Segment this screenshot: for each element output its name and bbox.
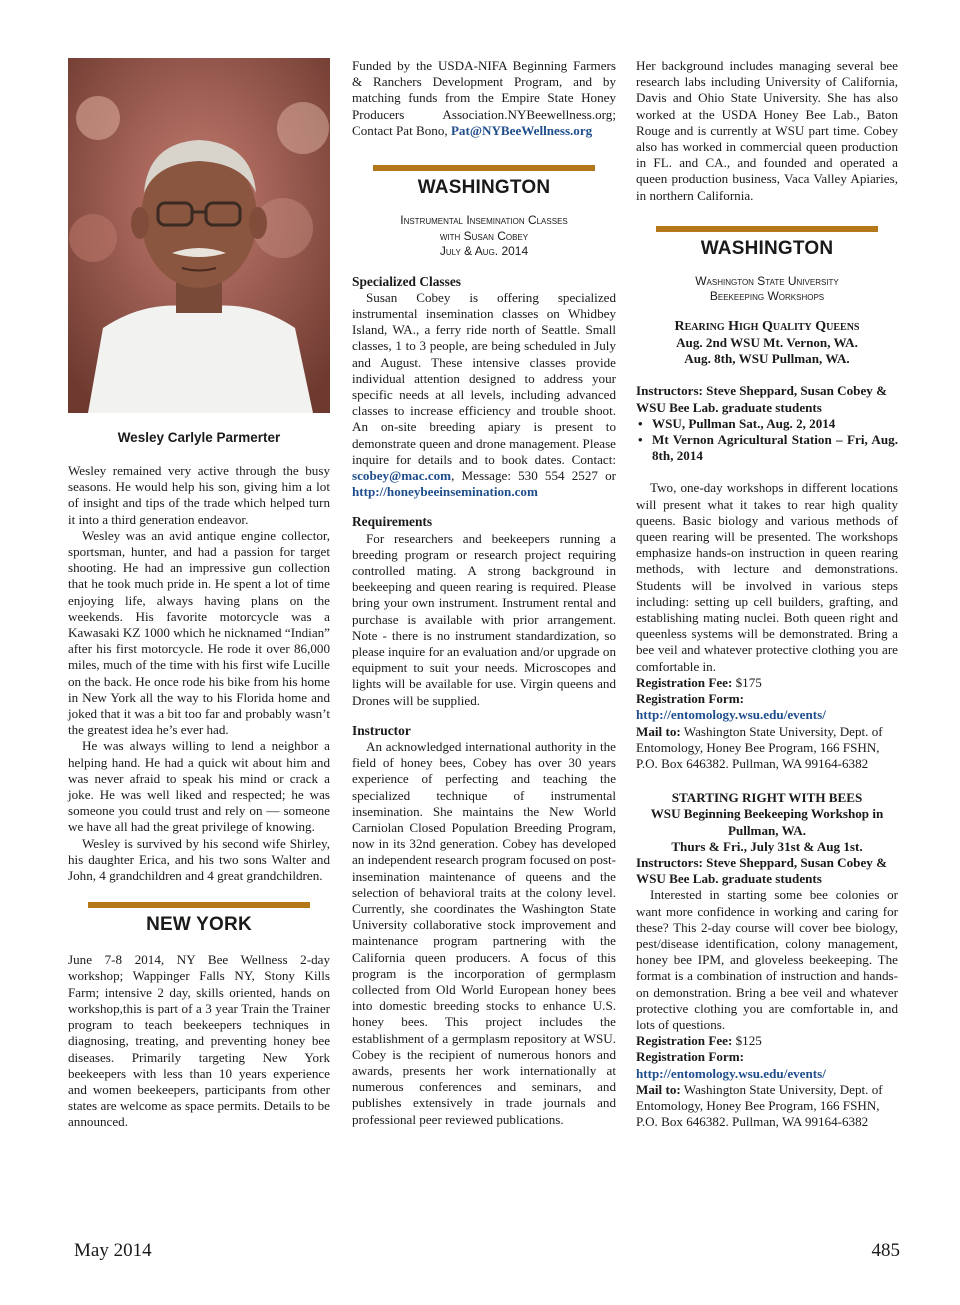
registration-form-1: Registration Form: http://entomology.wsu.edu/events/ bbox=[636, 691, 826, 723]
requirements-body: For researchers and beekeepers running a breeding program or research project requiring controlled mating. A strong background in beekeeping and queen rearing is required. Please bring your own instrument. Instrument rental and purchase is available with prior arrangement. Note - there is no instrument standardization, so please inquire for an evaluation and/or upgrade on equipment to suit your needs. Microscopes and lights will be available for use. Virgin queens and Drones will be supplied. bbox=[352, 530, 616, 708]
starting-right-title: STARTING RIGHT WITH BEES bbox=[671, 790, 863, 806]
obituary-paragraph-2: Wesley was an avid antique engine collector, sportsman, hunter, and had a passion for target shooting. He had an impressive gun collection that he took much pride in. He spent a lot of time enjoying life, always having plans on the weekends. His favorite motorcycle was a Kawasaki KZ 1000 which he nicknamed “Indian” after his first motorcycle. He rode it over 86,000 miles, much of the time with his first wife Lucille on the back. He once rode his bike from his home in New York all the way to his Florida home and joked that it was a bit too far and probably wasn’t the greatest idea he’s ever had. bbox=[68, 527, 330, 738]
photo-caption: Wesley Carlyle Parmerter bbox=[117, 430, 281, 445]
new-york-heading: NEW YORK bbox=[146, 914, 252, 936]
obituary-paragraph-4: Wesley is survived by his second wife Shirley, his daughter Erica, and his two sons Walter and John, 4 grandchildren and 4 great grandchildren. bbox=[68, 835, 330, 884]
ii-subtitle-3: July & Aug. 2014 bbox=[439, 244, 529, 259]
obituary-paragraph-1: Wesley remained very active through the busy seasons. He would help his son, giving him a lot of insight and tips of the trade which helped turn it into a third generation endeavor. bbox=[68, 463, 330, 527]
obituary-paragraph-3: He was always willing to lend a neighbor a helping hand. He had a quick wit about him and was never afraid to speak his mind or crack a joke. He was well liked and respected; he was someone you could trust and rely on — someone we have all had the great privilege of knowing. bbox=[68, 738, 330, 835]
funding-paragraph: Funded by the USDA-NIFA Beginning Farmers & Ranchers Development Program, and by matching funds from the Empire State Honey Producers Association.NYBeewellness.org; Contact Pat Bono, Pat@NYBeeWellness.org bbox=[352, 58, 616, 138]
queen-rearing-date-2: Aug. 8th, WSU Pullman, WA. bbox=[684, 351, 850, 367]
mail-to-1: Mail to: Washington State University, Dept. of Entomology, Honey Bee Program, 166 FSHN, P.O. Box 646382. Pullman, WA 99164-6382 bbox=[636, 723, 883, 771]
queen-rearing-body: Two, one-day workshops in different locations will present what it takes to rear high quality queens. Basic biology and various methods of queen rearing will be presented. The workshops emphasize hands-on instruction in queen rearing methods, with lecture and demonstrations. Students will be involved in various steps including: setting up cell builders, grafting, and establishing mating nuclei. Both queen right and queenless systems will be demonstrated. Bring a bee veil and whatever protective clothing you are comfortable in. bbox=[636, 480, 898, 674]
queen-rearing-date-1: Aug. 2nd WSU Mt. Vernon, WA. bbox=[676, 335, 858, 351]
portrait-illustration bbox=[68, 58, 330, 413]
registration-fee-1: Registration Fee: $175 bbox=[636, 674, 762, 690]
portrait-photo bbox=[68, 58, 330, 413]
workshop-location-1: • WSU, Pullman Sat., Aug. 2, 2014 bbox=[652, 416, 898, 432]
instructor-body: An acknowledged international authority in the field of honey bees, Cobey has over 30 years experience of perfecting and teaching the specialized technique of instrumental insemination. She maintains the New World Carniolan Closed Population Breeding Program, now in its 32nd generation. Cobey has developed an independent research program focused on post-insemination maintenance of queens and the selection of behavioral traits at the colony level. Currently, she coordinates the Washington State University collaborative stock improvement and maintenance program partnering with the California queen producers. A focus of this program is the incorporation of germplasm collected from Old World European honey bees into domestic breeding stocks to enhance U.S. honey bees. This project includes the establishment of a germplasm repository at WSU. Cobey is the recipient of numerous honors and awards, presents her work internationally at numerous conferences and seminars, and publishes extensively in trade journals and professional peer reviewed publications. bbox=[352, 739, 616, 1127]
section-divider-bar bbox=[656, 226, 878, 232]
starting-right-date: Thurs & Fri., July 31st & Aug 1st. bbox=[671, 838, 863, 854]
specialized-classes-heading: Specialized Classes bbox=[352, 273, 461, 289]
ii-subtitle-1: Instrumental Insemination Classes bbox=[400, 213, 568, 228]
page-number: 485 bbox=[871, 1240, 900, 1261]
workshop-location-2: • Mt Vernon Agricultural Station – Fri, Aug. 8th, 2014 bbox=[652, 432, 898, 464]
starting-right-subtitle: WSU Beginning Beekeeping Workshop in Pullman, WA. bbox=[650, 806, 884, 838]
wsu-subtitle-1: Washington State University bbox=[695, 273, 839, 288]
cobey-background: Her background includes managing several bee research labs including University of California, Davis and Ohio State University. She has also worked at the USDA Honey Bee Lab., Baton Rouge and is currently at WSU part time. Cobey also has worked in commercial queen production in FL. and CA., and founded and operated a queen production business, Vaca Valley Apiaries, in northern California. bbox=[636, 58, 898, 203]
starting-right-instructors: Instructors: Steve Sheppard, Susan Cobey & WSU Bee Lab. graduate students bbox=[636, 854, 887, 887]
wsu-subtitle-2: Beekeeping Workshops bbox=[709, 289, 825, 304]
column-left bbox=[68, 58, 330, 1131]
cobey-email-link[interactable]: scobey@mac.com bbox=[352, 467, 452, 483]
entomology-events-link-2[interactable]: http://entomology.wsu.edu/events/ bbox=[636, 1065, 826, 1081]
ii-subtitle-2: with Susan Cobey bbox=[439, 228, 529, 243]
nybee-email-link[interactable]: Pat@NYBeeWellness.org bbox=[450, 122, 593, 138]
instructor-heading: Instructor bbox=[352, 722, 411, 738]
requirements-heading: Requirements bbox=[352, 514, 433, 530]
washington-heading-1: WASHINGTON bbox=[417, 177, 551, 199]
footer-date: May 2014 bbox=[74, 1240, 152, 1261]
section-divider-bar bbox=[88, 902, 310, 908]
starting-right-body: Interested in starting some bee colonies or want more confidence in working and caring for these? This 2-day course will cover bee biology, pest/disease identification, colony management, honey bee IPM, and gloveless beekeeping. The format is a combination of instruction and hands-on demonstration. Bring a bee veil and whatever protective clothing you are comfortable in, and lots of questions. bbox=[636, 887, 898, 1032]
queen-rearing-instructors: Instructors: Steve Sheppard, Susan Cobey & WSU Bee Lab. graduate students bbox=[636, 383, 887, 415]
workshop-location-list bbox=[636, 416, 898, 465]
queen-rearing-title: Rearing High Quality Queens bbox=[674, 318, 860, 334]
column-middle bbox=[352, 58, 616, 1128]
registration-form-2: Registration Form: http://entomology.wsu.edu/events/ bbox=[636, 1049, 826, 1081]
new-york-body: June 7-8 2014, NY Bee Wellness 2-day workshop; Wappinger Falls NY, Stony Kills Farm; intensive 2 day, skills oriented, hands on workshop,this is part of a 3 year Train the Trainer program to teach beekeepers techniques in diagnosing, treating, and preventing honey bee diseases. Primarily targeting New York beekeepers with less than 10 years experience and women beekeepers, participants from other states are welcome as space permits. Details to be announced. bbox=[68, 952, 330, 1130]
mail-to-2: Mail to: Washington State University, Dept. of Entomology, Honey Bee Program, 166 FSHN, P.O. Box 646382. Pullman, WA 99164-6382 bbox=[636, 1081, 883, 1130]
insemination-site-link[interactable]: http://honeybeeinsemination.com bbox=[352, 484, 538, 500]
washington-heading-2: WASHINGTON bbox=[700, 237, 834, 259]
column-right bbox=[636, 58, 898, 1130]
entomology-events-link-1[interactable]: http://entomology.wsu.edu/events/ bbox=[636, 707, 826, 723]
section-divider-bar bbox=[373, 165, 595, 171]
registration-fee-2: Registration Fee: $125 bbox=[636, 1033, 762, 1049]
specialized-classes-body: Susan Cobey is offering specialized instrumental insemination classes on Whidbey Island, WA., a ferry ride north of Seattle. Small classes, 1 to 3 people, are being scheduled in July and August. These intensive classes provide individual attention designed to address your specific needs at all levels, including advanced classes to increase efficiency and trouble shoot. An on-site breeding apiary is present to demonstrate queen and drone management. Please inquire for details and to book dates. Contact: scobey@mac.com, Message: 530 554 2527 or http://honeybeeinsemination.com bbox=[352, 289, 616, 500]
